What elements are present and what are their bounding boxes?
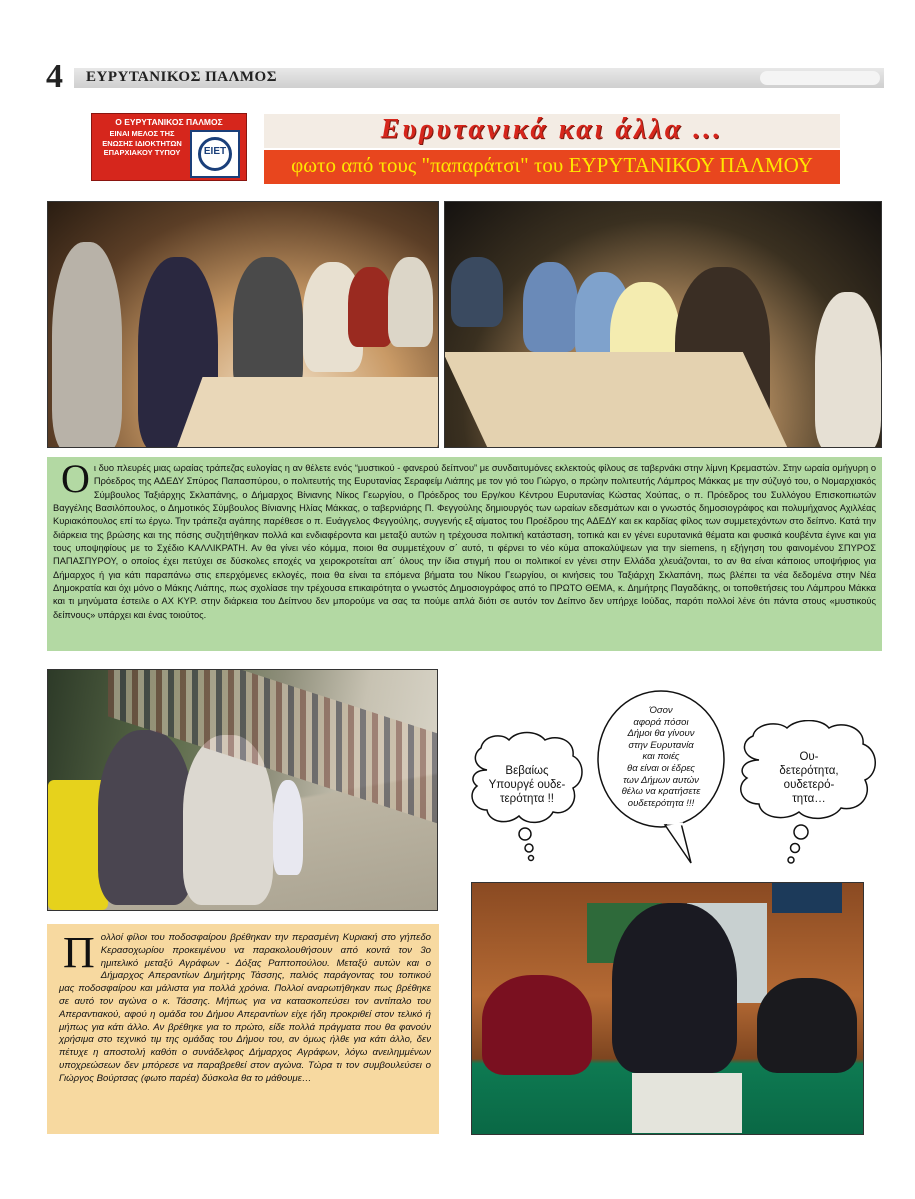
green-article-dropcap: Ο <box>61 456 90 501</box>
bubble-middle-line-8: θέλω να κρατήσετε <box>621 786 701 798</box>
page-number: 4 <box>46 58 63 95</box>
bubble-right-line-2: δετερότητα, <box>779 765 839 777</box>
photo-dinner-right <box>444 201 882 448</box>
bubble-left-line-1: Βεβαίως <box>505 765 549 777</box>
union-line-2: ΕΙΝΑΙ ΜΕΛΟΣ ΤΗΣ ΕΝΩΣΗΣ ΙΔΙΟΚΤΗΤΩΝ ΕΠΑΡΧΙΑΚΟΥ ΤΥΠΟΥ <box>102 129 182 157</box>
bubble-right-line-4: τητα… <box>792 793 826 805</box>
bubble-middle-line-9: ουδετερότητα !!! <box>627 797 695 809</box>
banner-subtitle: φωτο από τους "παπαράτσι" του ΕΥΡΥΤΑΝΙΚΟΥ ΠΑΛΜΟΥ <box>291 153 813 177</box>
paper-name: ΕΥΡΥΤΑΝΙΚΟΣ ΠΑΛΜΟΣ <box>86 69 278 85</box>
bubble-middle-line-3: Δήμοι θα γίνουν <box>627 728 695 740</box>
header-pill <box>760 71 880 85</box>
union-logo-letters: ΕΙΕΤ <box>203 146 227 157</box>
green-article <box>47 457 882 651</box>
yellow-article <box>47 924 439 1134</box>
bubble-right-line-1: Ου- <box>799 751 819 763</box>
bubble-middle-line-7: των Δήμων αυτών <box>623 774 699 786</box>
speech-bubble-right <box>735 720 883 870</box>
photo-football-spectators <box>47 669 438 911</box>
banner-title: Ευρυτανικά και άλλα ... <box>380 114 724 145</box>
union-line-1: Ο ΕΥΡΥΤΑΝΙΚΟΣ ΠΑΛΜΟΣ <box>115 117 223 127</box>
yellow-article-body: ολλοί φίλοι του ποδοσφαίρου βρέθηκαν την περασμένη Κυριακή στο γήπεδο Κερασοχωρίου προκειμένου να παρακολουθήσουν από κοντά τον 3ο ημιτελικό μεταξύ Αγράφων - Δόξας Ραπτοπούλου. Μεταξύ αυτών και ο Δήμαρχος Απεραντίων Δημήτρης Τάσσης, παλιός παράγοντας του τοπικού μας ποδοσφαίρου και μάλιστα για πολλά χρόνια. Πολλοί αναρωτήθηκαν πως βρέθηκε σε αυτό τον αγώνα ο κ. Τάσσης. Μήπως για να κατασκοπεύσει τον αντίπαλο του Απεραντιακού, αφού η ομάδα του Δήμου Απεραντίων είχε ήδη προκριθεί στον τελικό ή μήπως για κάτι άλλο. Αν βρέθηκε για το πρώτο, είδε πολλά πράγματα που θα φανούν χρήσιμα στο τεχνικό τιμ της ομάδας του Δήμου του, αν όμως ήλθε για κάτι άλλο, δεν πέτυχε η αποστολή καθότι ο συνάδελφος Δήμαρχος Αγράφων, λόγω ανειλημμένων υποχρεώσεων δεν μπόρεσε να παραβρεθεί στον αγώνα. Τώρα τι τον συμβουλεύσει ο Γιώργος Βούρτσας (φωτο παρέα) δύσκολα θα το μάθουμε… <box>59 932 431 1084</box>
bubble-left-line-2: Υπουργέ ουδε- <box>488 779 566 791</box>
photo-press-conference <box>471 882 864 1135</box>
yellow-article-dropcap: Π <box>63 928 95 977</box>
green-article-body: ι δυο πλευρές μιας ωραίας τράπεζας ευλογίας η αν θέλετε ενός “μυστικού - φανερού δείπνου” με συνδαιτυμόνες εκλεκτούς φίλους σε ταβερνάκι στην λίμνη Κρεμαστών. Στην ωραία ομήγυρη ο Πρόεδρος της ΑΔΕΔΥ Σπύρος Παπασπύρου, ο πολιτευτής της Ευρυτανίας Σεραφείμ Λιάπης με τον γιό του Γιώργο, ο πρώην πολιτευτής Λάμπρος Μάκκας με την σύζυγό του, ο Νομαρχιακός Σύμβουλος Ταξιάρχης Σκλαπάνης, ο Δήμαρχος Βίνιανης Νίκος Γεωργίου, ο Πρόεδρος του Εργ/κου Κέντρου Ευρυτανίας Κώστας Χούπας, ο π. Πρόεδρος του Συλλόγου Επισκοπιωτών Βαγγέλης Βασιλόπουλος, ο Δημοτικός Σύμβουλος Βίνιανης Ηλίας Μάκκας, ο ταβερνιάρης Π. Φεγγούλης δημιουργός των ωραίων εδεσμάτων και ο γνωστός δημοσιογράφος και πολυμήχανος Αχιλλέας Κυριακόπουλος επί τω έργω. Την τράπεζα αγάπης παρέθεσε ο π. Ευάγγελος Φεγγούλης, συγγενής εξ αίματος του Προέδρου της ΑΔΕΔΥ και εκ καρδίας φίλος των συμμετεχόντων στο δείπνο. Κατά την διάρκεια της βρώσης και της πόσης συζητήθηκαν πολλά και ενδιαφέροντα και μεταξύ αυτών η τρέχουσα πολιτική κατάσταση, τοπικά και εν γένει ευρυτανικά θέματα και φυσικά κουβέντα έγινε και για τους υποψηφίους με το Σχέδιο ΚΑΛΛΙΚΡΑΤΗ. Αν θα γίνει νέο κόμμα, ποιοι θα συμμετέχουν σ΄ αυτό, τι φέρνει το νέο κύμα αποκαλύψεων για την siemens, η εξήγηση του φαινομένου ΣΠΥΡΟΣ ΠΑΠΑΣΠΥΡΟΥ, ο οποίος έχει πετύχει σε δύσκολες εποχές να χειροκροτείται απ΄ όλους την ίδια στιγμή που οι πολιτικοί εν γένει στην Ελλάδα χλευάζονται, το αν θα είναι κάποιος υποψήφιος για Δήμαρχος ή για κάτι παραπάνω στις επερχόμενες εκλογές, ποια θα είναι τα επόμενα βήματα του Νίκου Γεωργίου, οι κινήσεις του Ταξιάρχη Σκλαπάνη, πως βλέπει τα νέα δεδομένα στην Νέα Δημοκρατία και όχι μόνο ο Μάκης Λιάπης, πως σχολίασε την τρέχουσα επικαιρότητα ο γνωστός Δημοσιογράφος από το ΠΡΩΤΟ ΘΕΜΑ, κ. Δημήτρης Παγαδάκης, οι τοποθετήσεις του Λάμπρου Μάκκα και τι μηνύματα έστειλε ο ΑΧ ΚΥΡ. στην διάρκεια του Δείπνου δεν μπορούμε να σας τα πούμε απλά διότι σε αυτόν τον Δείπνο δεν υπήρχε Ιούδας, παρότι πολλοί λένε ότι πάντα στους «μυστικούς δείπνους» υπάρχει και ένας τοιούτος. <box>53 463 876 620</box>
title-banner <box>264 114 840 184</box>
union-membership-box <box>91 113 247 181</box>
bubble-middle-line-5: και ποιές <box>642 751 680 763</box>
photo-dinner-left <box>47 201 439 448</box>
speech-bubble-middle <box>595 687 727 869</box>
bubble-middle-line-1: Όσον <box>649 705 673 716</box>
bubble-right-line-3: ουδετερό- <box>783 779 835 791</box>
bubble-left-line-3: τερότητα !! <box>500 793 554 805</box>
union-logo <box>190 130 240 178</box>
yellow-article-text <box>59 928 431 1086</box>
green-article-text <box>53 456 876 622</box>
bubble-middle-line-2: αφορά πόσοι <box>633 716 689 728</box>
speech-bubble-left <box>467 730 587 865</box>
page-header <box>46 58 884 95</box>
bubble-middle-line-6: θα είναι οι έδρες <box>627 762 695 774</box>
bubble-middle-line-4: στην Ευρυτανία <box>628 739 694 751</box>
